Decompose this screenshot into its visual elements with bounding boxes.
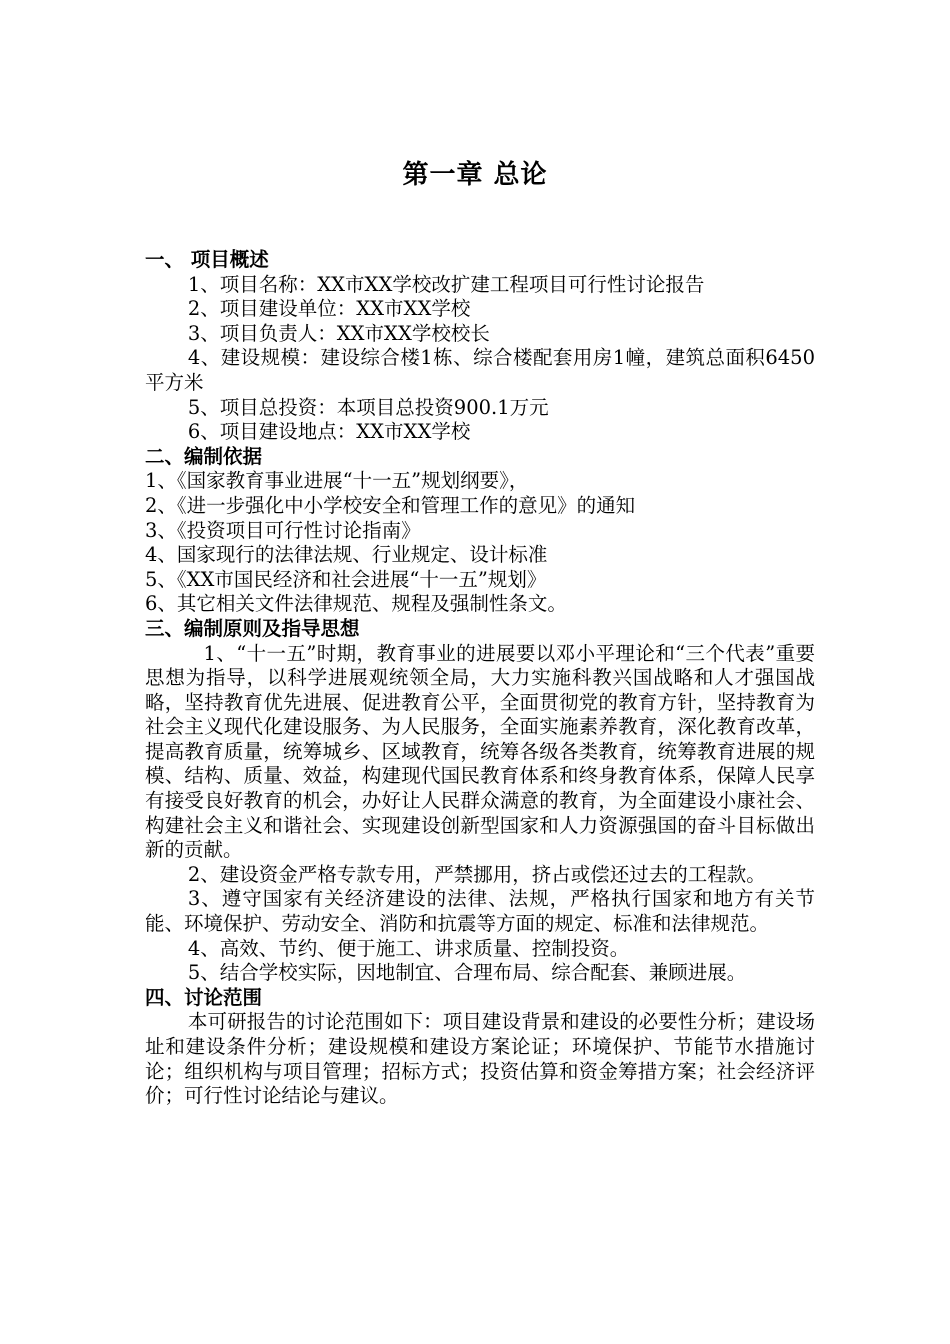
principle-item: 3、遵守国家有关经济建设的法律、法规，严格执行国家和地方有关节能、环境保护、劳动安全、消防和抗震等方面的规定、标准和法律规范。 [145,887,815,936]
scope-paragraph: 本可研报告的讨论范围如下：项目建设背景和建设的必要性分析；建设场址和建设条件分析；建设规模和建设方案论证；环境保护、节能节水措施讨论；组织机构与项目管理；招标方式；投资估算和资金筹措方案；社会经济评价；可行性讨论结论与建议。 [145,1010,815,1108]
basis-item: 6、其它相关文件法律规范、规程及强制性条文。 [145,592,567,616]
principle-item: 5、结合学校实际，因地制宜、合理布局、综合配套、兼顾进展。 [187,961,747,985]
basis-item: 5、《XX市国民经济和社会进展“十一五”规划》 [145,567,547,591]
overview-item-investment: 5、项目总投资：本项目总投资900.1万元 [187,395,549,419]
basis-item: 1、《国家教育事业进展“十一五”规划纲要》， [145,469,529,493]
document-body [145,248,815,1109]
overview-item-name: 1、项目名称：XX市XX学校改扩建工程项目可行性讨论报告 [187,272,705,296]
principle-item: 1、“十一五”时期，教育事业的进展要以邓小平理论和“三个代表”重要思想为指导，以科学进展观统领全局，大力实施科教兴国战略和人才强国战略，坚持教育优先进展、促进教育公平，全面贯彻党的教育方针，坚持教育为社会主义现代化建设服务、为人民服务，全面实施素养教育，深化教育改革，提高教育质量，统筹城乡、区域教育，统筹各级各类教育，统筹教育进展的规模、结构、质量、效益，构建现代国民教育体系和终身教育体系，保障人民享有接受良好教育的机会，办好让人民群众满意的教育，为全面建设小康社会、构建社会主义和谐社会、实现建设创新型国家和人力资源强国的奋斗目标做出新的贡献。 [145,641,815,862]
section-heading-basis: 二、编制依据 [145,444,263,468]
overview-item-leader: 3、项目负责人：XX市XX学校校长 [187,321,490,345]
principle-item: 2、建设资金严格专款专用，严禁挪用，挤占或偿还过去的工程款。 [187,862,766,886]
principle-item: 4、高效、节约、便于施工、讲求质量、控制投资。 [187,936,630,960]
overview-item-scale: 4、建设规模：建设综合楼1栋、综合楼配套用房1幢，建筑总面积6450平方米 [145,346,815,394]
section-heading-principles: 三、编制原则及指导思想 [145,616,360,640]
overview-item-unit: 2、项目建设单位：XX市XX学校 [187,297,471,321]
basis-item: 2、《进一步强化中小学校安全和管理工作的意见》的通知 [145,493,636,517]
basis-item: 3、《投资项目可行性讨论指南》 [145,518,421,542]
chapter-title: 第一章 总论 [402,160,548,190]
section-heading-overview: 一、 项目概述 [145,248,269,271]
basis-item: 4、国家现行的法律法规、行业规定、设计标准 [145,543,548,567]
section-heading-scope: 四、讨论范围 [145,985,263,1009]
overview-item-location: 6、项目建设地点：XX市XX学校 [187,420,471,444]
